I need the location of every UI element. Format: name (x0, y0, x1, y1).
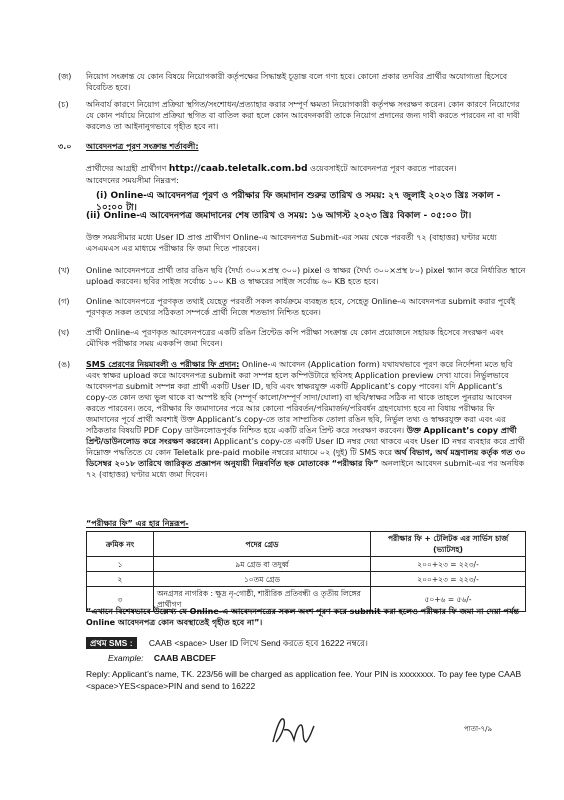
table-cell: ১ (87, 557, 154, 572)
item-text: প্রার্থী Online-এ পূরণকৃত আবেদনপত্রের একটি রঙিন প্রিন্টেড কপি পরীক্ষা সংক্রান্ত যে কোন প্রয়োজনে সহায়ক হিসেবে সংরক্ষণ এবং মৌখিক পরীক্ষার সময় এককপি জমা দিবেন। (86, 328, 504, 348)
example-value: CAAB ABCDEF (153, 653, 216, 663)
item-text: Online আবেদনপত্রে প্রার্থী তার রঙিন ছবি (দৈর্ঘ্য ৩০০×প্রস্থ ৩০০) pixel ও স্বাক্ষর (দৈর্ঘ্য ৩০০×প্রস্থ ৮০) pixel স্ক্যান করে নির্ধারিত স্থানে upload করবেন। ছবির সাইজ সর্বোচ্চ ১০০ KB ও স্বাক্ষরের সাইজ সর্বোচ্চ ৬০ KB হতে হবে। (86, 266, 526, 286)
table-cell: ২০০+২৩ = ২২৩/- (371, 572, 526, 587)
item-mark: (ঘ) (58, 328, 70, 337)
sms-rules-body2: Applicant’s copy-তে একটি User ID নম্বর দেয়া থাকবে এবং User ID নম্বর ব্যবহার করে প্রার্থী নিম্নোক্ত পদ্ধতিতে যে কোন Teletalk pre-paid mobile নম্বরের মাধ্যমে ০২ (দুই) টি SMS করে (86, 437, 525, 457)
table-row (87, 557, 526, 572)
sms-reply: Reply: Applicant’s name, TK. 223/56 will be charged as application fee. Your PIN is xxxxxxxx. To pay fee type CAAB <space>YES<space>PIN and send to 16222 (86, 669, 522, 691)
item-mark: (জ) (58, 72, 72, 81)
item-text: অনিবার্য কারণে নিয়োগ প্রক্রিয়া স্থগিত/সংশোধন/প্রত্যাহার করার সম্পূর্ণ ক্ষমতা নিয়োগকারী কর্তৃপক্ষ সংরক্ষণ করেন। কোন কারণে নিয়োগের যে কোন পর্যায়ে নিয়োগ প্রক্রিয়া স্থগিত বা বাতিল করা হলে কোন আবেদনকারী তাকে নিয়োগ প্রদানের জন্য দাবী করতে পারবেন না বা দাবী করলেও তা আইনানুগভাবে গৃহীত হবে না। (86, 100, 520, 131)
first-sms-label: প্রথম SMS : (86, 637, 137, 649)
website-link[interactable]: http://caab.teletalk.com.bd (168, 164, 308, 174)
column-header: পদের গ্রেড (154, 532, 371, 557)
column-header: পরীক্ষার ফি + টেলিটক এর সার্ভিস চার্জ (ভ্যাটসহ) (371, 532, 526, 557)
example-label: Example: (108, 653, 144, 663)
item-text: Online আবেদনপত্রে পূরণকৃত তথ্যই যেহেতু পরবর্তী সকল কার্যক্রমে ব্যবহৃত হবে, সেহেতু Online-এ আবেদনপত্র submit করার পূর্বেই পূরণকৃত সকল তথ্যের সঠিকতা সম্পর্কে প্রার্থী নিজে শতভাগ নিশ্চিত হবেন। (86, 297, 516, 317)
sms-rules-bold-end: অর্থ বিভাগ, অর্থ মন্ত্রণালয় কর্তৃক গত ৩০ ডিসেম্বর ২০১৮ তারিখে জারিকৃত প্রজ্ঞাপন অনুযায়ী নিম্নবর্ণিত ছক মোতাবেক “পরীক্ষার ফি” (86, 448, 526, 468)
schedule-start: (i) Online-এ আবেদনপত্র পূরণ ও পরীক্ষার ফি জমাদান শুরুর তারিখ ও সময়: ২৭ জুলাই ২০২৩ খ্রিঃ সকাল - ১০:০০ টা। (96, 191, 501, 213)
sms-example (108, 653, 508, 664)
item-mark: (গ) (58, 297, 70, 306)
item-mark: (ঙ) (58, 360, 71, 369)
intro-pre: প্রার্থীদের আগ্রহী প্রার্থীগণ (86, 164, 169, 173)
fee-table-title: “পরীক্ষার ফি” এর হার নিম্নরূপ- (86, 519, 189, 528)
table-cell: ২০০+২৩ = ২২৩/- (371, 557, 526, 572)
section-title: আবেদনপত্র পূরণ সংক্রান্ত শর্তাবলী: (86, 142, 199, 151)
table-cell: ৩ (87, 587, 154, 612)
item-mark: (খ) (58, 266, 70, 275)
table-header-row (87, 532, 526, 557)
item-text: নিয়োগ সংক্রান্ত যে কোন বিষয়ে নিয়োগকারী কর্তৃপক্ষের সিদ্ধান্তই চূড়ান্ত বলে গণ্য হবে। কোনো প্রকার তদবির প্রার্থীর অযোগ্যতা হিসেবে বিবেচিত হবে। (86, 72, 508, 92)
sms-rules-body: Online-এ আবেদন (Application form) যথাযথভাবে পূরণ করে নির্দেশনা মতে ছবি এবং স্বাক্ষর upload করে আবেদনপত্র submit করা সম্পন্ন হলে কম্পিউটারে ছবিসহ Application preview দেখা যাবে। নির্ভুলভাবে আবেদনপত্র submit সম্পন্ন করা প্রার্থী একটি User ID, ছবি এবং স্বাক্ষরযুক্ত একটি Applicant’s copy পাবেন। যদি Applicant’s copy-তে কোন তথ্য ভুল থাকে বা অস্পষ্ট ছবি (সম্পূর্ণ কালো/সম্পূর্ণ সাদা/ঘোলা) বা ছবি/স্বাক্ষর সঠিক না থাকে তাহলে পুনরায় আবেদন করতে পারবেন। তবে, পরীক্ষার ফি জমাদানের পরে আর কোনো পরিবর্তন/পরিমার্জন/পরিবর্ধন গ্রহণযোগ্য হবে না বিধায় পরীক্ষার ফি জমাদানের পূর্বে প্রার্থী অবশ্যই উক্ত Applicant’s copy-তে তার সাম্প্রতিক তোলা রঙিন ছবি, নির্ভুল তথ্য ও স্বাক্ষরযুক্ত করা এবং এর সঠিকতার বিষয়টি PDF Copy ডাউনলোডপূর্বক নিশ্চিত হয়ে একটি রঙিন প্রিন্ট করে সংরক্ষণ করবেন। (86, 360, 513, 435)
section-number: ৩.০ (58, 142, 72, 151)
sms-rules-bold-mid: উক্ত Applicant’s copy প্রার্থী প্রিন্ট/ডাউনলোড করে সংরক্ষণ করবেন। (86, 426, 517, 446)
table-cell: ৯ম গ্রেড বা তদুর্ধ্ব (154, 557, 371, 572)
first-sms-text: CAAB <space> User ID লিখে Send করতে হবে 16222 নম্বরে। (148, 638, 368, 648)
fee-note: “এখানে বিশেষভাবে উল্লেখ্য যে Online-এ আবেদনপত্রের সকল অংশ পূরণ করে submit করা হলেও পরীক্ষার ফি জমা না দেয়া পর্যন্ত Online আবেদনপত্র কোন অবস্থাতেই গৃহীত হবে না”। (86, 607, 520, 627)
sms-rules-body3: অনলাইনে আবেদন submit-এর পর অনধিক ৭২ (বাহাত্তর) ঘণ্টার মধ্যে জমা দিবেন। (86, 459, 525, 479)
table-cell: অনগ্রসর নাগরিক : ক্ষুদ্র নৃ-গোষ্ঠী, শারীরিক প্রতিবন্ধী ও তৃতীয় লিঙ্গের প্রার্থীগণ (154, 587, 371, 612)
column-header: ক্রমিক নং (87, 532, 154, 557)
sms-rules-paragraph (86, 359, 526, 480)
first-sms-line (86, 638, 526, 649)
fee-table (86, 531, 526, 612)
page-number: পাতা-৭/৯ (464, 725, 493, 733)
table-cell: ২ (87, 572, 154, 587)
table-row (87, 572, 526, 587)
intro-post: ওয়েবসাইটে আবেদনপত্র পূরণ করতে পারবেন। (307, 164, 457, 173)
table-cell: ৫০+৬ = ৫৬/- (371, 587, 526, 612)
sms-rules-heading: SMS প্রেরণের নিয়মাবলী ও পরীক্ষার ফি প্রদান: (86, 360, 240, 369)
schedule-end: (ii) Online-এ আবেদনপত্র জমাদানের শেষ তারিখ ও সময়: ১৬ আগস্ট ২০২৩ খ্রিঃ বিকাল - ০৫:০০ টা। (86, 211, 472, 221)
intro-paragraph (86, 163, 526, 175)
table-cell: ১০তম গ্রেড (154, 572, 371, 587)
intro-line2: আবেদনের সময়সীমা নিম্নরূপ: (86, 176, 179, 185)
item-mark: (চ) (58, 100, 69, 109)
schedule-note: উক্ত সময়সীমার মধ্যে User ID প্রাপ্ত প্রার্থীগণ Online-এ আবেদনপত্র Submit-এর সময় থেকে পরবর্তী ৭২ (বাহাত্তর) ঘণ্টার মধ্যে এসএমএস এর মাধ্যমে পরীক্ষার ফি জমা দিতে পারবেন। (86, 233, 497, 253)
signature-image (268, 712, 318, 748)
